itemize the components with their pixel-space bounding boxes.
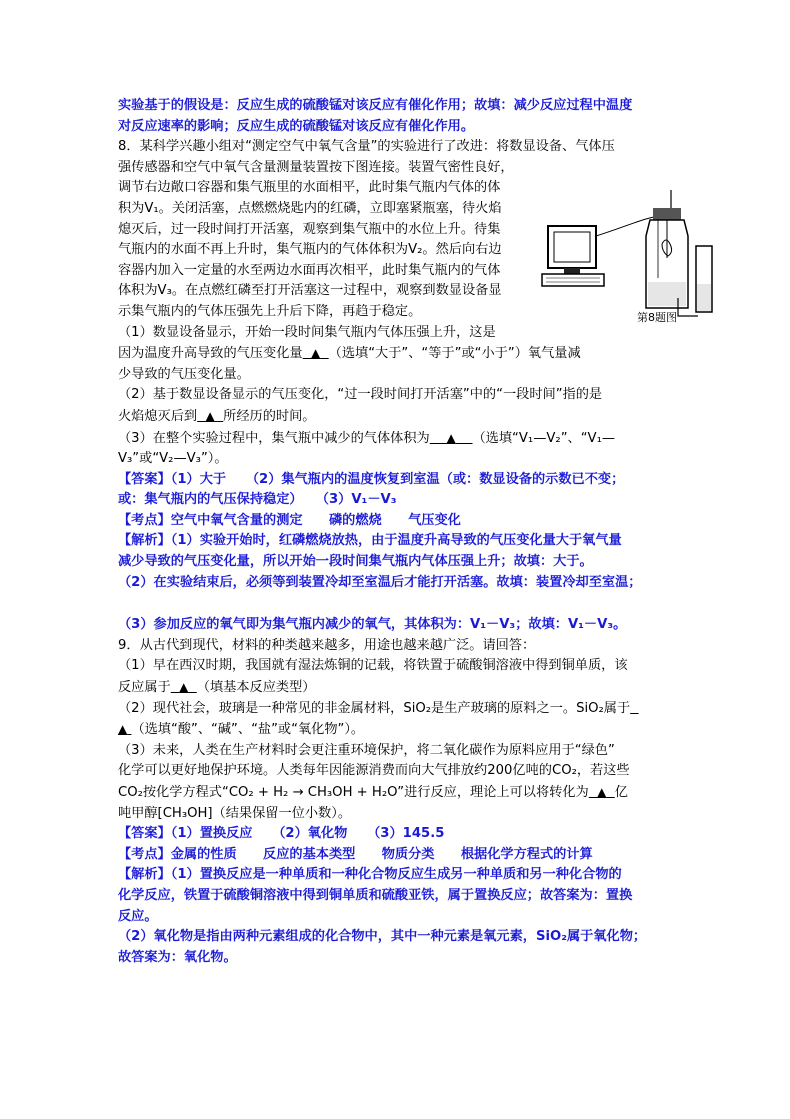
analysis-8: （2）在实验结束后，必须等到装置冷却至室温后才能打开活塞。故填：装置冷却至室温；	[118, 574, 642, 590]
question-8-part1: 因为温度升高导致的气压变化量 ▲ （选填“大于”、“等于”或“小于”）氧气量减	[118, 346, 581, 362]
computer-monitor-icon	[542, 226, 604, 286]
answer-blank: ▲	[311, 346, 321, 361]
question-8-text: 8．某科学兴趣小组对“测定空气中氧气含量”的实验进行了改进：将数显设备、气体压	[118, 139, 615, 155]
question-8-part1: 少导致的气压变化量。	[118, 366, 250, 382]
analysis-9: （2）氧化物是指由两种元素组成的化合物中，其中一种元素是氧元素，SiO₂属于氧化物；	[118, 929, 647, 945]
question-9-text: 9．从古代到现代，材料的种类越来越多，用途也越来越广泛。请回答：	[118, 637, 536, 653]
question-8-text: 气瓶内的水面不再上升时，集气瓶内的气体体积为V₂。然后向右边	[118, 242, 502, 258]
question-9-part3: （3）未来，人类在生产材料时会更注重环境保护，将二氧化碳作为原料应用于“绿色”	[118, 742, 615, 758]
answer-blank	[630, 701, 638, 716]
answer-blank: ▲	[179, 680, 189, 695]
question-9-part3: 化学可以更好地保护环境。人类每年因能源消费而向大气排放约200亿吨的CO₂，若这些	[118, 763, 630, 779]
answer-blank: ▲	[597, 785, 607, 799]
question-9-part2: ▲ （选填“酸”、“碱”、“盐”或“氧化物”）。	[118, 722, 365, 738]
answer-8: 或：集气瓶内的气压保持稳定） （3）V₁－V₃	[118, 492, 397, 508]
question-9-part3: 吨甲醇[CH₃OH]（结果保留一位小数）。	[118, 805, 352, 821]
analysis-8: （3）参加反应的氧气即为集气瓶内减少的氧气，其体积为：V₁－V₃；故填：V₁－V₃。	[118, 617, 627, 633]
question-8-text: 调节右边敞口容器和集气瓶里的水面相平，此时集气瓶内气体的体	[118, 180, 501, 196]
question-9-part2: （2）现代社会，玻璃是一种常见的非金属材料，SiO₂是生产玻璃的原料之一。SiO₂属于	[118, 699, 678, 720]
question-8-text: 示集气瓶内的气体压强先上升后下降，再趋于稳定。	[118, 303, 422, 319]
question-8-part1: （1）数显设备显示，开始一段时间集气瓶内气体压强上升，这是	[118, 324, 496, 340]
question-8-part2: 火焰熄灭后到 ▲ 所经历的时间。	[118, 408, 316, 424]
key-points-9: 【考点】金属的性质 反应的基本类型 物质分类 根据化学方程式的计算	[118, 846, 593, 862]
analysis-9: 【解析】（1）置换反应是一种单质和一种化合物反应生成另一种单质和另一种化合物的	[118, 867, 622, 883]
question-8-part2: （2）基于数显设备显示的气压变化，“过一段时间打开活塞”中的“一段时间”指的是	[118, 387, 603, 403]
answer-text: 对反应速率的影响；反应生成的硫酸锰对该反应有催化作用。	[118, 118, 475, 134]
analysis-9: 反应。	[118, 908, 158, 924]
question-8-text: 容器内加入一定量的水至两边水面再次相平，此时集气瓶内的气体	[118, 262, 501, 278]
analysis-9: 化学反应，铁置于硫酸铜溶液中得到铜单质和硫酸亚铁，属于置换反应；故答案为：置换	[118, 887, 633, 903]
answer-text: 实验基于的假设是：反应生成的硫酸锰对该反应有催化作用；故填：减少反应过程中温度	[118, 98, 633, 113]
answer-blank: ▲	[446, 430, 456, 445]
question-9-part1: 反应属于 ▲ （填基本反应类型）	[118, 680, 316, 696]
question-8-part3: V₃”或“V₂—V₃”）。	[118, 451, 228, 467]
key-points-8: 【考点】空气中氧气含量的测定 磷的燃烧 气压变化	[118, 512, 461, 528]
question-9-text: （1）早在西汉时期，我国就有湿法炼铜的记载，将铁置于硫酸铜溶液中得到铜单质，该	[118, 658, 628, 674]
question-8-text: 强传感器和空气中氧气含量测量装置按下图连接。装置气密性良好，	[118, 159, 514, 175]
analysis-8: 【解析】（1）实验开始时，红磷燃烧放热，由于温度升高导致的气压变化量大于氧气量	[118, 533, 622, 549]
experiment-apparatus-figure	[538, 186, 713, 326]
answer-9: 【答案】（1）置换反应 （2）氧化物 （3）145.5	[118, 826, 445, 842]
analysis-9: 故答案为：氧化物。	[118, 949, 237, 965]
figure-caption: 第8题图	[637, 311, 677, 324]
question-8-text: 积为V₁。关闭活塞，点燃燃烧匙内的红磷，立即塞紧瓶塞，待火焰	[118, 200, 502, 216]
question-8-text: 熄灭后，过一段时间打开活塞，观察到集气瓶中的水位上升。待集	[118, 221, 501, 237]
gas-collection-bottle-icon	[646, 190, 688, 308]
answer-blank: ▲	[118, 722, 128, 737]
analysis-8: 减少导致的气压变化量，所以开始一段时间集气瓶内气体压强上升；故填：大于。	[118, 554, 593, 570]
question-8-part3: （3）在整个实验过程中，集气瓶中减少的气体体积为 ▲ （选填“V₁—V₂”、“V₁—	[118, 430, 616, 446]
open-container-icon	[696, 246, 712, 312]
answer-blank: ▲	[205, 408, 215, 423]
answer-8: 【答案】（1）大于 （2）集气瓶内的温度恢复到室温（或：数显设备的示数已不变；	[118, 471, 625, 487]
question-9-part3: CO₂按化学方程式“CO₂ + H₂ → CH₃OH + H₂O”进行反应，理论上可以将转化为 ▲ 亿	[118, 785, 628, 800]
question-8-text: 体积为V₃。在点燃红磷至打开活塞这一过程中，观察到数显设备显	[118, 283, 502, 299]
